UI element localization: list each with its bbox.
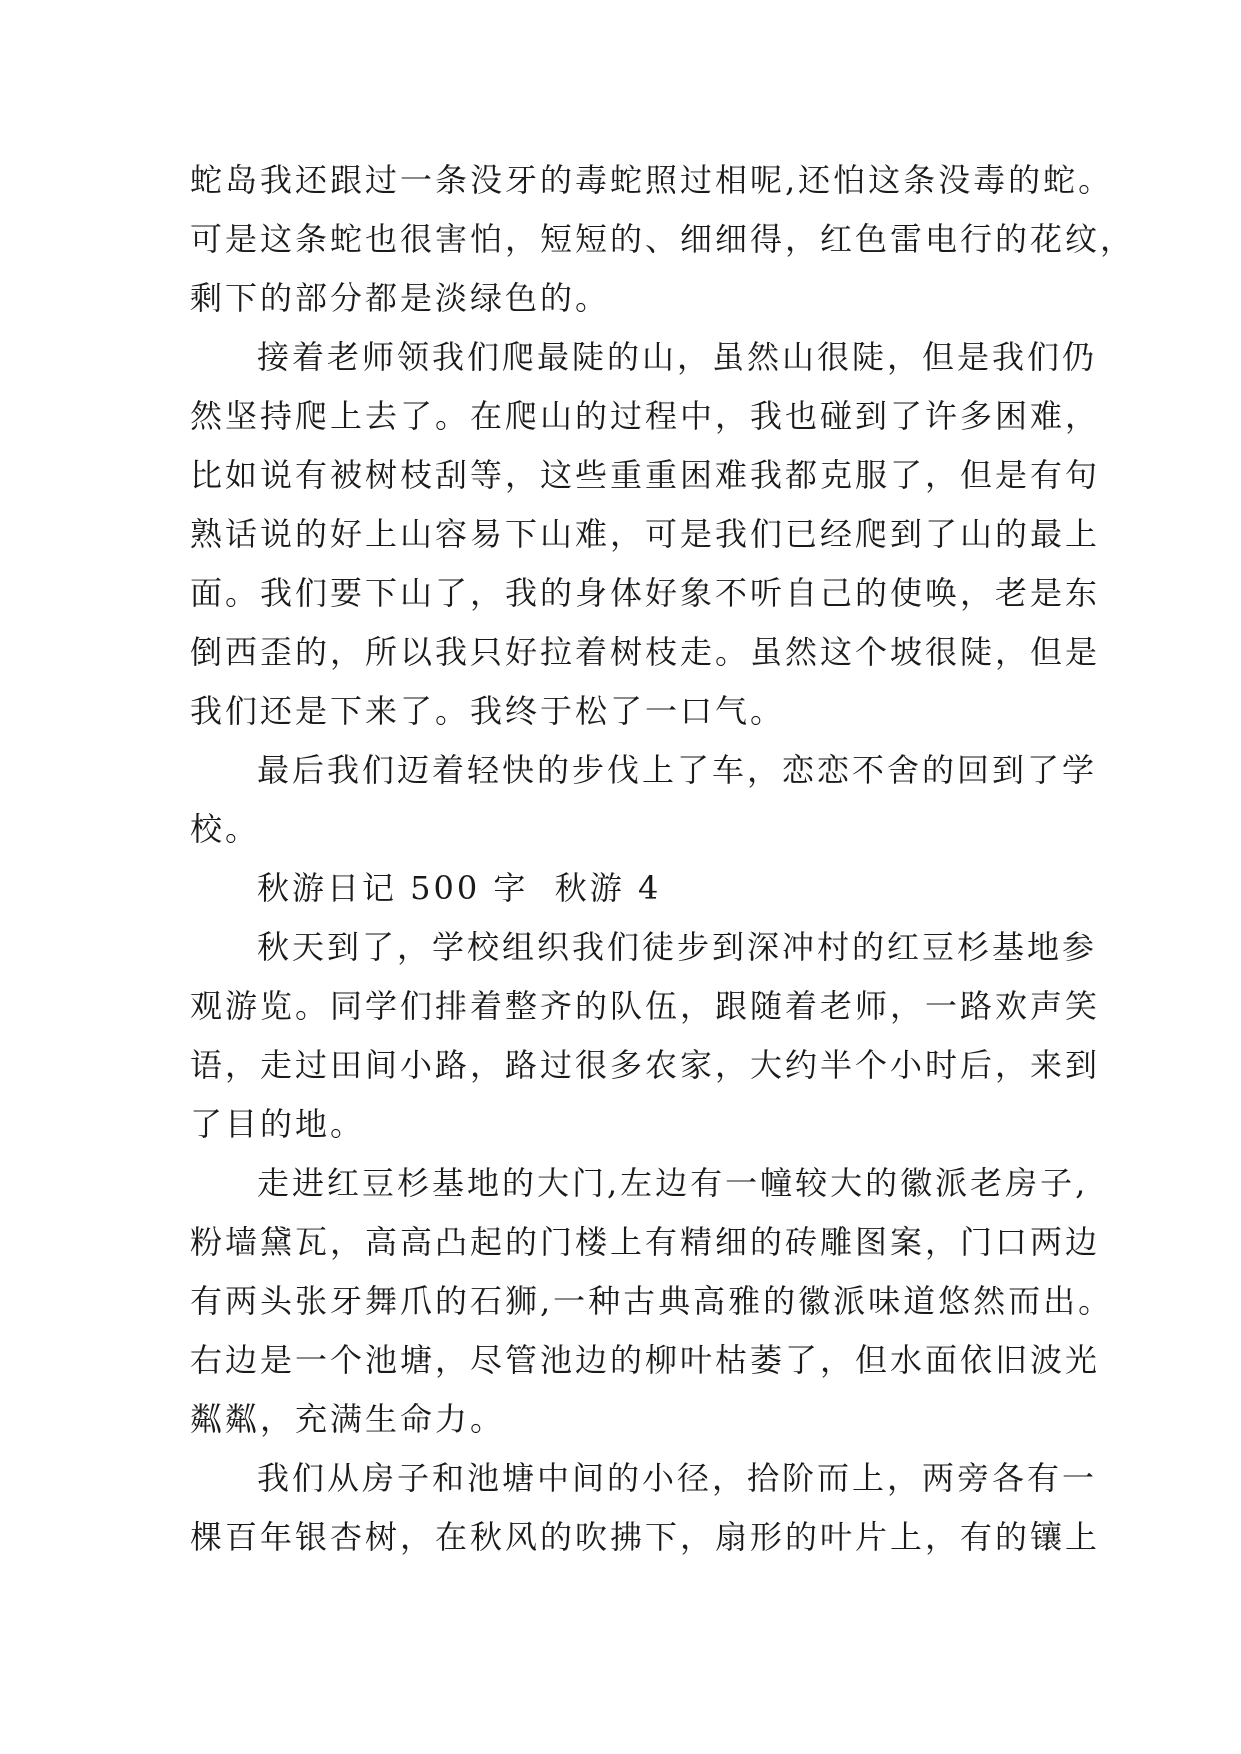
text-line: 有两头张牙舞爪的石狮,一种古典高雅的徽派味道悠然而出。 <box>190 1282 1114 1320</box>
text-line: 然坚持爬上去了。在爬山的过程中，我也碰到了许多困难， <box>190 397 1101 435</box>
paragraph-start-line: 走进红豆杉基地的大门,左边有一幢较大的徽派老房子, <box>257 1164 1089 1202</box>
text-line: 倒西歪的，所以我只好拉着树枝走。虽然这个坡很陡，但是 <box>190 633 1101 671</box>
text-line: 面。我们要下山了，我的身体好象不听自己的使唤，老是东 <box>190 574 1101 612</box>
section-heading: 秋游日记 500 字 秋游 4 <box>257 869 662 907</box>
text-line: 校。 <box>190 810 261 848</box>
text-line: 右边是一个池塘，尽管池边的柳叶枯萎了，但水面依旧波光 <box>190 1341 1101 1379</box>
document-body <box>190 160 1136 1576</box>
text-line: 熟话说的好上山容易下山难，可是我们已经爬到了山的最上 <box>190 515 1101 553</box>
text-line: 蛇岛我还跟过一条没牙的毒蛇照过相呢,还怕这条没毒的蛇。 <box>190 161 1114 199</box>
text-line: 粉墙黛瓦，高高凸起的门楼上有精细的砖雕图案，门口两边 <box>190 1223 1101 1261</box>
text-line: 了目的地。 <box>190 1105 366 1143</box>
text-line: 可是这条蛇也很害怕，短短的、细细得，红色雷电行的花纹， <box>190 220 1136 258</box>
paragraph-start-line: 秋天到了，学校组织我们徒步到深冲村的红豆杉基地参 <box>257 928 1098 966</box>
text-line: 剩下的部分都是淡绿色的。 <box>190 279 611 317</box>
text-line: 比如说有被树枝刮等，这些重重困难我都克服了，但是有句 <box>190 456 1101 494</box>
paragraph-start-line: 接着老师领我们爬最陡的山，虽然山很陡，但是我们仍 <box>257 338 1098 376</box>
text-line: 观游览。同学们排着整齐的队伍，跟随着老师，一路欢声笑 <box>190 987 1101 1025</box>
text-line: 我们还是下来了。我终于松了一口气。 <box>190 692 786 730</box>
paragraph-start-line: 最后我们迈着轻快的步伐上了车，恋恋不舍的回到了学 <box>257 751 1098 789</box>
paragraph-start-line: 我们从房子和池塘中间的小径，拾阶而上，两旁各有一 <box>257 1459 1098 1497</box>
text-line: 棵百年银杏树，在秋风的吹拂下，扇形的叶片上，有的镶上 <box>190 1518 1101 1556</box>
text-line: 粼粼，充满生命力。 <box>190 1400 506 1438</box>
text-line: 语，走过田间小路，路过很多农家，大约半个小时后，来到 <box>190 1046 1101 1084</box>
